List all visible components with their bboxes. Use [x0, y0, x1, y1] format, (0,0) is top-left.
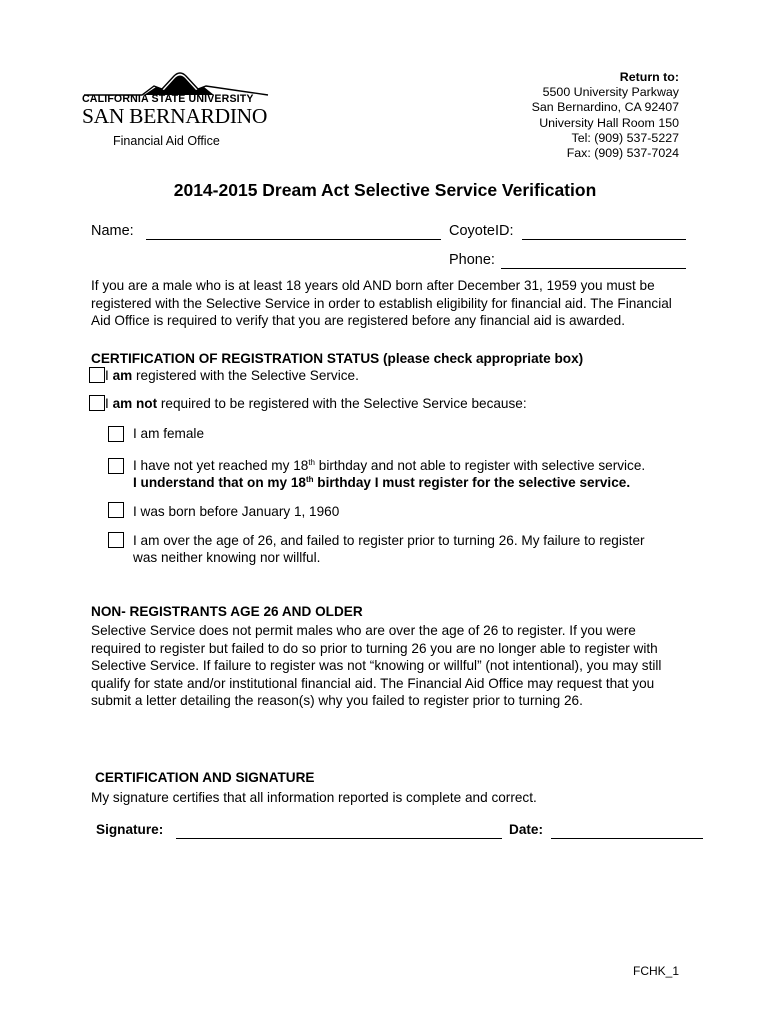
reason-female: I am female — [133, 426, 205, 441]
over-26-checkbox[interactable] — [108, 532, 124, 548]
non-registrants-body: Selective Service does not permit males who are over the age of 26 to register. If you were required to register but failed to do so prior to turning 26 you are no longer able to register with Selective Service. If failure to register was not “knowing or willful” (not intentional), you may still qualify for state and/or institutional financial aid. The Financial Aid Office may request that you submit a letter detailing the reason(s) why you failed to register prior to turning 26. — [91, 623, 662, 709]
reason-text: I have not yet reached my 18 — [133, 458, 309, 473]
not-required-option — [105, 396, 527, 412]
logo-campus-line: SAN BERNARDINO — [82, 104, 268, 128]
female-checkbox[interactable] — [108, 426, 124, 442]
notice-text: birthday I must register for the selective service. — [313, 475, 631, 490]
mountain-logo-icon — [82, 66, 270, 96]
ordinal-suffix: th — [305, 475, 314, 484]
name-field[interactable] — [146, 239, 441, 240]
logo-university-line: CALIFORNIA STATE UNIVERSITY — [82, 93, 254, 105]
name-label: Name: — [91, 223, 134, 239]
coyote-id-field[interactable] — [522, 239, 686, 240]
notice-text: I understand that on my 18 — [133, 475, 306, 490]
reason-over-26-line1: I am over the age of 26, and failed to register prior to turning 26. My failure to register — [133, 533, 645, 548]
return-address-line: San Bernardino, CA 92407 — [531, 100, 679, 115]
return-address-line: Tel: (909) 537-5227 — [571, 130, 679, 145]
option-text: I — [105, 396, 113, 411]
reason-over-26-line2: was neither knowing nor willful. — [133, 550, 321, 565]
return-address — [532, 70, 679, 161]
date-field[interactable] — [551, 838, 703, 839]
non-registrants-heading: NON- REGISTRANTS AGE 26 AND OLDER — [91, 604, 363, 619]
return-address-line: Fax: (909) 537-7024 — [566, 146, 679, 161]
signature-heading: CERTIFICATION AND SIGNATURE — [95, 770, 315, 785]
phone-field[interactable] — [501, 268, 686, 269]
option-text: I — [105, 368, 113, 383]
option-text: registered with the Selective Service. — [132, 368, 359, 383]
certification-heading: CERTIFICATION OF REGISTRATION STATUS (please check appropriate box) — [91, 351, 584, 366]
reason-text: birthday and not able to register with selective service. — [314, 458, 646, 473]
not-18-checkbox[interactable] — [108, 458, 124, 474]
coyote-id-label: CoyoteID: — [449, 223, 514, 239]
reason-born-before: I was born before January 1, 1960 — [133, 504, 340, 519]
form-code: FCHK_1 — [632, 964, 679, 978]
phone-label: Phone: — [449, 252, 495, 268]
registered-option — [105, 368, 359, 384]
return-to-label: Return to: — [619, 70, 679, 84]
born-before-checkbox[interactable] — [108, 502, 124, 518]
form-title: 2014-2015 Dream Act Selective Service Verification — [173, 180, 597, 200]
option-text: required to be registered with the Selective Service because: — [157, 396, 527, 411]
intro-paragraph: If you are a male who is at least 18 years old AND born after December 31, 1959 you must be registered with the Selective Service in order to establish eligibility for financial aid. The Financial Aid Office is required to verify that you are registered before any financial aid is awarded. — [91, 278, 672, 329]
understand-notice — [133, 475, 630, 491]
ordinal-suffix: th — [308, 458, 315, 467]
date-label: Date: — [509, 822, 543, 837]
signature-statement: My signature certifies that all information reported is complete and correct. — [91, 790, 537, 805]
logo-office-line: Financial Aid Office — [113, 134, 220, 148]
not-required-checkbox[interactable] — [89, 395, 105, 411]
option-emphasis: am — [112, 368, 133, 383]
signature-field[interactable] — [176, 838, 502, 839]
reason-not-18 — [133, 458, 645, 474]
return-address-line: 5500 University Parkway — [542, 85, 679, 100]
registered-checkbox[interactable] — [89, 367, 105, 383]
signature-label: Signature: — [96, 822, 164, 837]
return-address-line: University Hall Room 150 — [539, 115, 679, 130]
option-emphasis: am not — [112, 396, 158, 411]
